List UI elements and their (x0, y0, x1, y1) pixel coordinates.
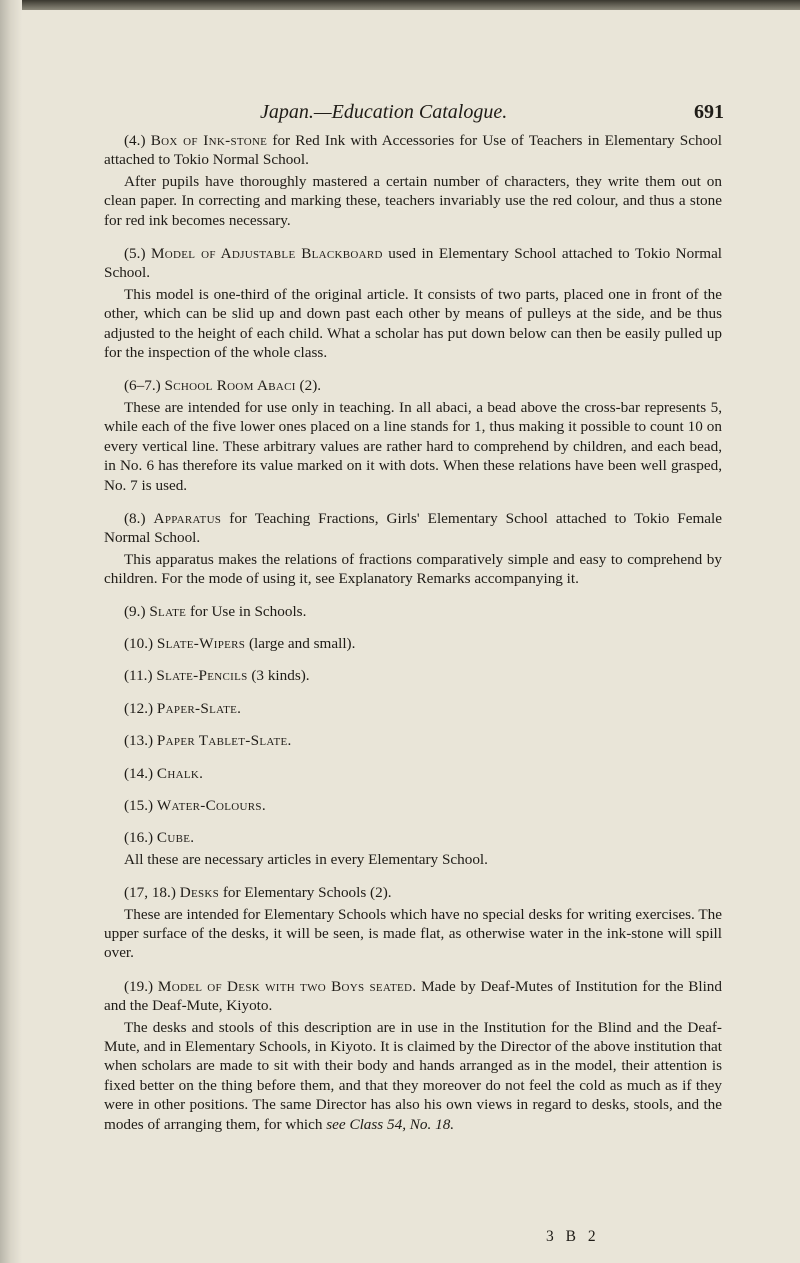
entry-description: for Use in Schools. (189, 602, 307, 620)
page-top-edge (0, 0, 800, 10)
entry-4-body: After pupils have thoroughly mastered a certain number of characters, they write them out on clean paper. In correcting and marking these, teachers invariably use the red colour, and thus a stone for red ink becomes necessary. (104, 172, 722, 229)
entry-number: (12.) (124, 699, 154, 717)
entry-name: Slate (149, 602, 187, 620)
entry-number: (17, 18.) (124, 884, 176, 902)
entry-description: (2). (299, 377, 322, 395)
entry-description: for Teaching Fractions, Girls' Elementary School attached to Tokio Female Normal School. (104, 509, 723, 547)
entry-19-body (104, 1018, 722, 1134)
entry-name: School Room Abaci (164, 377, 296, 395)
entry-16-body: All these are necessary articles in every Elementary School. (124, 850, 488, 868)
entry-10 (104, 634, 722, 653)
entry-number: (9.) (124, 602, 146, 620)
entry-name: Paper-Slate. (156, 699, 242, 717)
entry-name: Model of Desk with two Boys seated. (157, 977, 417, 995)
entry-11 (104, 666, 722, 685)
entry-5-heading (104, 244, 722, 283)
entry-4-heading (104, 131, 722, 170)
entry-12 (104, 699, 722, 718)
entry-number: (5.) (124, 245, 146, 263)
entry-number: (14.) (124, 764, 154, 782)
entry-5-body: This model is one-third of the original article. It consists of two parts, placed one in front of the other, which can be slid up and down past each other by means of pulleys at the side, and be thus adjusted to the height of each child. What a scholar has put down below can then be easily pulled up for the inspection of the whole class. (104, 285, 722, 362)
entry-name: Slate-Pencils (156, 667, 248, 685)
entry-name: Desks (179, 884, 220, 902)
entry-6-heading (104, 376, 722, 395)
entry-number: (19.) (124, 977, 154, 995)
cross-reference: see Class 54, No. 18. (326, 1115, 455, 1133)
entry-number: (4.) (124, 132, 146, 149)
entry-name: Slate-Wipers (156, 634, 246, 652)
entry-name: Cube. (156, 829, 195, 847)
entry-number: (15.) (124, 796, 154, 814)
entry-6-body: These are intended for use only in teaching. In all abaci, a bead above the cross-bar represents 5, while each of the five lower ones placed on a line stands for 1, thus making it possible to count 10 on every vertical line. These arbitrary values are rather hard to comprehend by children, and each bead, in No. 6 has therefore its value marked on it with dots. When these relations have been well grasped, No. 7 is used. (104, 398, 722, 494)
entry-15 (104, 796, 722, 815)
entry-17-heading (104, 883, 722, 902)
entry-17-body: These are intended for Elementary Schools which have no special desks for writing exercises. The upper surface of the desks, it will be seen, is made flat, as otherwise water in the ink-stone will spill over. (104, 905, 722, 962)
entry-19-heading (104, 977, 722, 1016)
entry-8-body: This apparatus makes the relations of fractions comparatively simple and easy to comprehend by children. For the mode of using it, see Explanatory Remarks accompanying it. (104, 550, 722, 588)
entry-number: (10.) (124, 634, 154, 652)
entry-name: Chalk. (156, 764, 204, 782)
entry-number: (13.) (124, 732, 154, 750)
page-number: 691 (694, 101, 724, 123)
entry-name: Apparatus (153, 509, 222, 527)
entry-name: Model of Adjustable Blackboard (150, 245, 383, 263)
entry-13 (104, 731, 722, 750)
entry-name: Paper Tablet-Slate. (156, 732, 292, 750)
entry-number: (8.) (124, 509, 146, 527)
entry-description: (large and small). (248, 634, 356, 652)
signature-mark: 3 B 2 (546, 1228, 600, 1245)
entry-8-heading (104, 509, 722, 548)
entry-16 (104, 828, 722, 847)
entry-9 (104, 602, 722, 621)
catalogue-text (104, 131, 722, 1134)
entry-19-body-text: The desks and stools of this description are in use in the Institution for the Blind and the Deaf-Mute, and in Elementary Schools, in Kiyoto. It is claimed by the Director of the above institution that when scholars are made to sit with their body and hands arranged as in the model, their attention is fixed better on the thing before them, and that they moreover do not feel the cold as much as if they were in other positions. The same Director has also his own views in regard to desks, stools, and the modes of arranging them, for which (104, 1018, 722, 1133)
entry-description: (3 kinds). (251, 667, 310, 685)
entry-description: for Red Ink with Accessories for Use of Teachers in Elementary School attached to Tokio Normal School. (104, 132, 722, 169)
entry-description: for Elementary Schools (2). (222, 884, 392, 902)
page-binding-shadow (0, 0, 22, 1263)
entry-number: (16.) (124, 829, 154, 847)
entry-name: Box of Ink-stone (150, 132, 268, 149)
running-head-title: Japan.—Education Catalogue. (260, 101, 508, 123)
entry-number: (6–7.) (124, 377, 161, 395)
entry-description: Made by Deaf-Mutes of Institution for the Blind and the Deaf-Mute, Kiyoto. (104, 977, 722, 1015)
entry-name: Water-Colours. (156, 796, 266, 814)
entry-description: used in Elementary School attached to Tokio Normal School. (104, 245, 723, 282)
entry-14 (104, 764, 722, 783)
entry-number: (11.) (124, 667, 153, 685)
